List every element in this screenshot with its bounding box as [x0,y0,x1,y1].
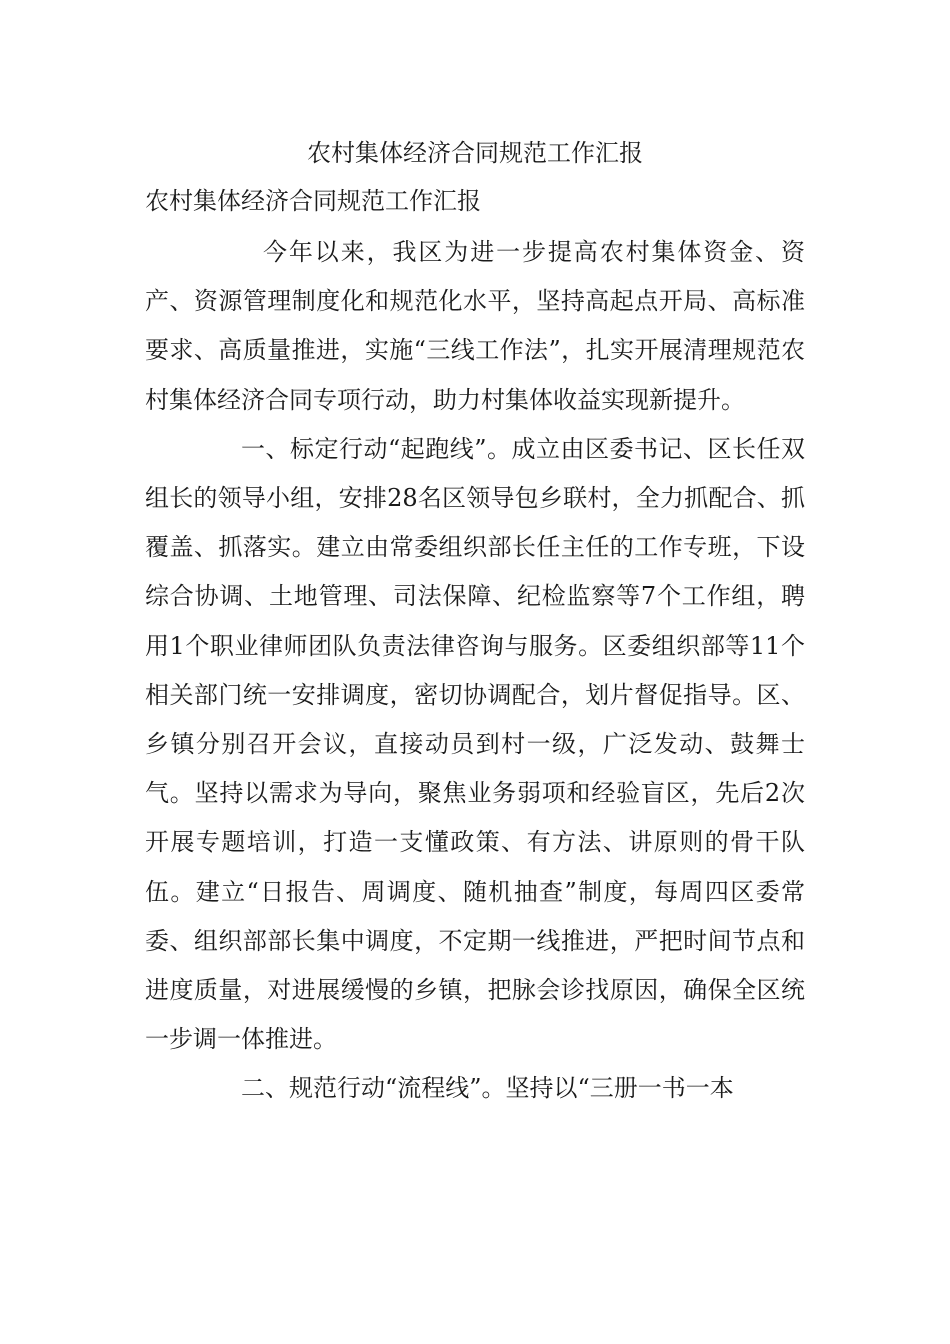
document-subtitle: 农村集体经济合同规范工作汇报 [145,187,481,215]
document-title: 农村集体经济合同规范工作汇报 [307,139,643,167]
paragraph-intro: 今年以来，我区为进一步提高农村集体资金、资产、资源管理制度化和规范化水平，坚持高起点开局、高标准要求、高质量推进，实施“三线工作法”，扎实开展清理规范农村集体经济合同专项行动，助力村集体收益实现新提升。 [145,238,805,414]
paragraph-section-two: 二、规范行动“流程线”。坚持以“三册一书一本 [241,1074,734,1103]
document-body [145,228,805,1114]
paragraph-section-one: 一、标定行动“起跑线”。成立由区委书记、区长任双组长的领导小组，安排28名区领导包乡联村，全力抓配合、抓覆盖、抓落实。建立由常委组织部长任主任的工作专班，下设综合协调、土地管理、司法保障、纪检监察等7个工作组，聘用1个职业律师团队负责法律咨询与服务。区委组织部等11个相关部门统一安排调度，密切协调配合，划片督促指导。区、乡镇分别召开会议，直接动员到村一级，广泛发动、鼓舞士气。坚持以需求为导向，聚焦业务弱项和经验盲区，先后2次开展专题培训，打造一支懂政策、有方法、讲原则的骨干队伍。建立“日报告、周调度、随机抽查”制度，每周四区委常委、组织部部长集中调度，不定期一线推进，严把时间节点和进度质量，对进展缓慢的乡镇，把脉会诊找原因，确保全区统一步调一体推进。 [145,434,805,1054]
